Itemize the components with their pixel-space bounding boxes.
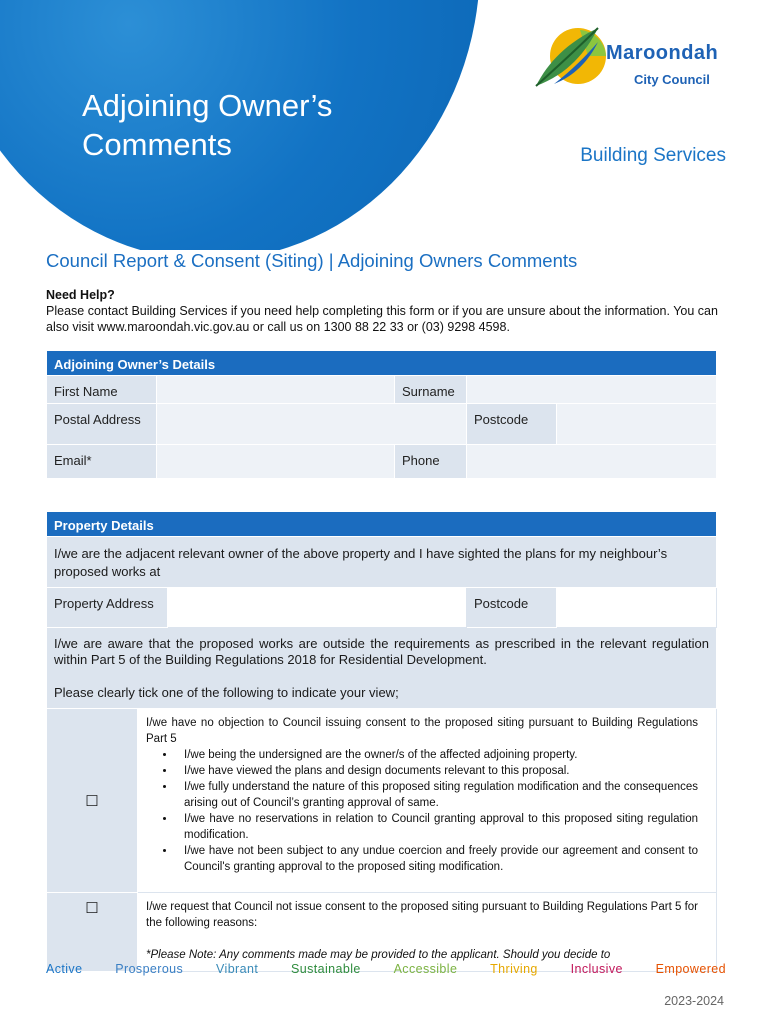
bullet-item: • I/we being the undersigned are the owner/s of the affected adjoining property. — [176, 747, 698, 763]
owner-postcode-label: Postcode — [467, 404, 557, 445]
logo-subtitle: City Council — [634, 72, 710, 87]
owner-details-heading: Adjoining Owner’s Details — [47, 351, 717, 376]
property-details-heading: Property Details — [47, 512, 717, 537]
bullet-item: • I/we fully understand the nature of this proposed siting regulation modification and the consequences arising out of Council’s granting approval of same. — [176, 779, 698, 811]
objection-option — [138, 893, 717, 972]
value-inclusive: Inclusive — [570, 962, 623, 976]
help-heading: Need Help? — [46, 288, 115, 302]
owner-details-table — [46, 350, 717, 479]
page-title: Adjoining Owner’s Comments — [82, 88, 333, 162]
postal-address-field[interactable] — [157, 404, 467, 445]
surname-label: Surname — [395, 376, 467, 404]
logo-leaf-icon — [528, 22, 608, 94]
council-values — [46, 962, 726, 976]
declaration-text: I/we are the adjacent relevant owner of the above property and I have sighted the plans for my neighbour’s proposed works at — [47, 537, 717, 588]
no-objection-checkbox[interactable]: ☐ — [47, 709, 138, 893]
aware-section — [47, 628, 717, 709]
no-objection-bullets — [176, 747, 698, 875]
property-postcode-label: Postcode — [467, 588, 557, 628]
help-section — [46, 287, 726, 335]
department-name: Building Services — [580, 145, 726, 166]
surname-field[interactable] — [467, 376, 717, 404]
email-field[interactable] — [157, 445, 395, 479]
bullet-item: • I/we have not been subject to any undue coercion and freely provide our agreement and consent to Council's granting approval to the proposed siting modification. — [176, 843, 698, 875]
email-label: Email* — [47, 445, 157, 479]
logo-wordmark: Maroondah — [606, 42, 719, 64]
value-thriving: Thriving — [490, 962, 538, 976]
value-sustainable: Sustainable — [291, 962, 361, 976]
value-vibrant: Vibrant — [216, 962, 259, 976]
first-name-label: First Name — [47, 376, 157, 404]
no-objection-text: I/we have no objection to Council issuing consent to the proposed siting pursuant to Building Regulations Part 5 — [146, 717, 699, 745]
council-logo — [528, 22, 728, 94]
value-accessible: Accessible — [393, 962, 458, 976]
property-address-label: Property Address — [47, 588, 168, 628]
help-text: Please contact Building Services if you need help completing this form or if you are unsure about the information. You can also visit www.maroondah.vic.gov.au or call us on 1300 88 22 33 or (03) 9298 4598. — [46, 304, 718, 334]
property-details-table — [46, 511, 717, 972]
property-postcode-field[interactable] — [557, 588, 717, 628]
phone-field[interactable] — [467, 445, 717, 479]
objection-note: *Please Note: Any comments made may be provided to the applicant. Should you decide to — [146, 949, 611, 961]
property-address-field[interactable] — [168, 588, 467, 628]
tick-instruction: Please clearly tick one of the following to indicate your view; — [54, 685, 399, 700]
bullet-item: • I/we have no reservations in relation to Council granting approval to this proposed siting regulation modification. — [176, 811, 698, 843]
value-active: Active — [46, 962, 83, 976]
objection-checkbox[interactable]: ☐ — [47, 893, 138, 972]
value-empowered: Empowered — [655, 962, 726, 976]
aware-text: I/we are aware that the proposed works are outside the requirements as prescribed in the relevant regulation within Part 5 of the Building Regulations 2018 for Residential Development. — [54, 636, 710, 667]
value-prosperous: Prosperous — [115, 962, 184, 976]
owner-postcode-field[interactable] — [557, 404, 717, 445]
document-year: 2023-2024 — [664, 994, 724, 1008]
no-objection-option — [138, 709, 717, 893]
postal-address-label: Postal Address — [47, 404, 157, 445]
phone-label: Phone — [395, 445, 467, 479]
objection-text: I/we request that Council not issue consent to the proposed siting pursuant to Building Regulations Part 5 for the following reasons: — [146, 901, 699, 929]
bullet-item: • I/we have viewed the plans and design documents relevant to this proposal. — [176, 763, 698, 779]
form-subtitle: Council Report & Consent (Siting) | Adjoining Owners Comments — [46, 250, 578, 271]
first-name-field[interactable] — [157, 376, 395, 404]
